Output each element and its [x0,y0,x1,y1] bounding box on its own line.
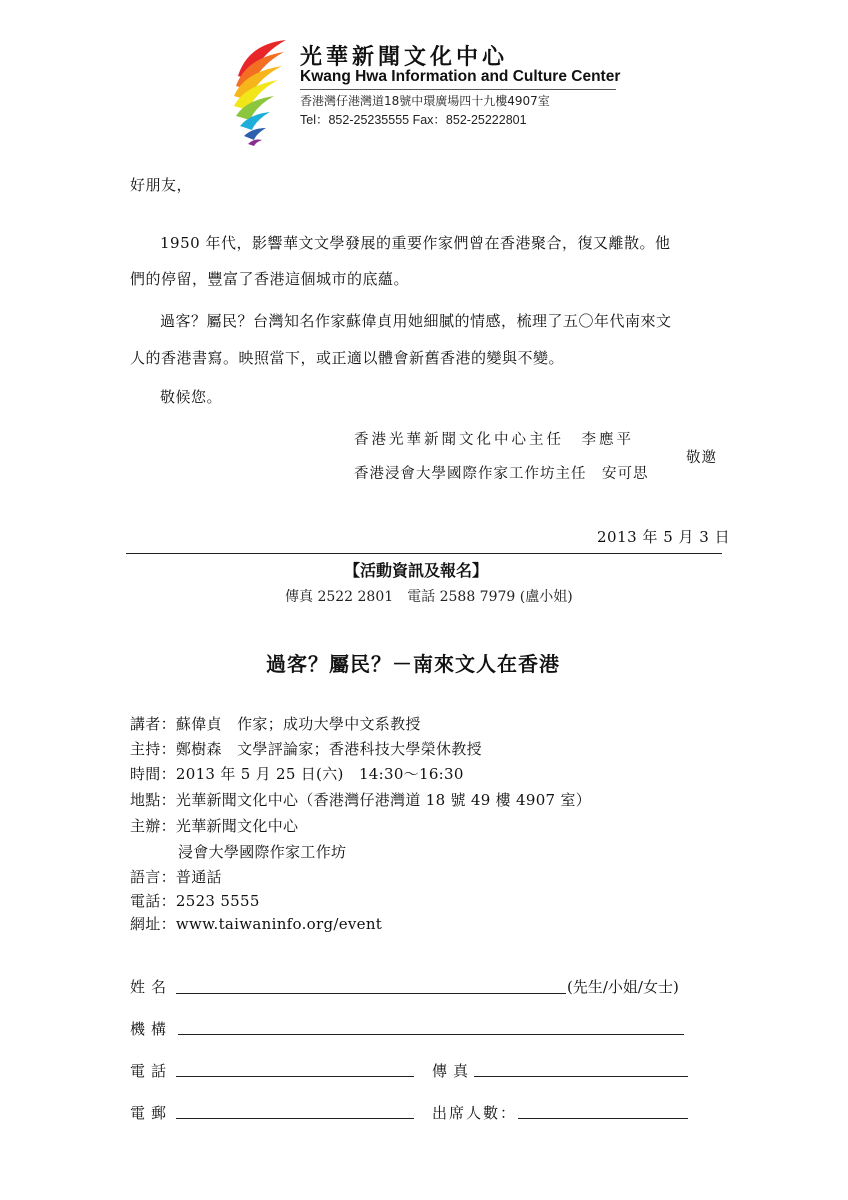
org-tel-fax: Tel：852-25235555 Fax：852-25222801 [300,113,527,127]
paragraph-2-line-2: 人的香港書寫。映照當下，或正適以體會新舊香港的變與不變。 [130,349,565,367]
paragraph-2-line-1: 過客？屬民？台灣知名作家蘇偉貞用她細膩的情感，梳理了五〇年代南來文 [160,312,672,330]
phone-label: 電話 [130,1062,173,1080]
activity-heading: 【活動資訊及報名】 [344,561,489,580]
detail-speaker: 講者：蘇偉貞 作家；成功大學中文系教授 [130,715,421,733]
name-field[interactable] [176,993,566,994]
fax-field[interactable] [474,1076,688,1077]
signer-2: 香港浸會大學國際作家工作坊主任 安可思 [354,466,649,482]
event-title: 過客？屬民？－南來文人在香港 [266,652,560,676]
section-divider [126,553,722,554]
detail-language: 語言：普通話 [130,868,222,886]
attendees-field[interactable] [518,1118,688,1119]
detail-phone: 電話：2523 5555 [130,892,260,910]
attendees-label: 出席人數： [432,1104,518,1122]
org-name-zh: 光華新聞文化中心 [300,45,509,70]
org-name-en: Kwang Hwa Information and Culture Center [300,68,621,85]
email-label: 電郵 [130,1104,173,1122]
greeting: 好朋友， [130,176,193,194]
org-address: 香港灣仔港灣道18號中環廣場四十九樓4907室 [300,94,550,108]
detail-co-organizer: 浸會大學國際作家工作坊 [178,843,347,861]
organization-label: 機構 [130,1020,173,1038]
detail-organizer: 主辦：光華新聞文化中心 [130,817,299,835]
paragraph-1-line-1: 1950 年代，影響華文文學發展的重要作家們曾在香港聚合，復又離散。他 [160,234,671,252]
detail-time: 時間：2013 年 5 月 25 日(六) 14:30～16:30 [130,765,464,783]
detail-host: 主持：鄭樹森 文學評論家；香港科技大學榮休教授 [130,740,482,758]
invite-word: 敬邀 [686,450,717,466]
name-label: 姓名 [130,978,173,996]
kwang-hwa-logo [228,36,292,146]
signer-1: 香港光華新聞文化中心主任 李應平 [354,432,634,448]
detail-venue: 地點：光華新聞文化中心（香港灣仔港灣道 18 號 49 樓 4907 室） [130,791,592,809]
email-field[interactable] [176,1118,414,1119]
closing: 敬候您。 [160,388,223,406]
phone-field[interactable] [176,1076,414,1077]
fax-label: 傳真 [432,1062,475,1080]
header-divider [300,89,616,90]
name-title-options: (先生/小姐/女士) [567,978,679,996]
paragraph-1-line-2: 們的停留，豐富了香港這個城市的底蘊。 [130,270,410,288]
activity-contact: 傳真 2522 2801 電話 2588 7979 (盧小姐) [285,589,573,605]
organization-field[interactable] [178,1034,684,1035]
letter-date: 2013 年 5 月 3 日 [597,528,731,546]
detail-website[interactable]: 網址：www.taiwaninfo.org/event [130,915,383,933]
